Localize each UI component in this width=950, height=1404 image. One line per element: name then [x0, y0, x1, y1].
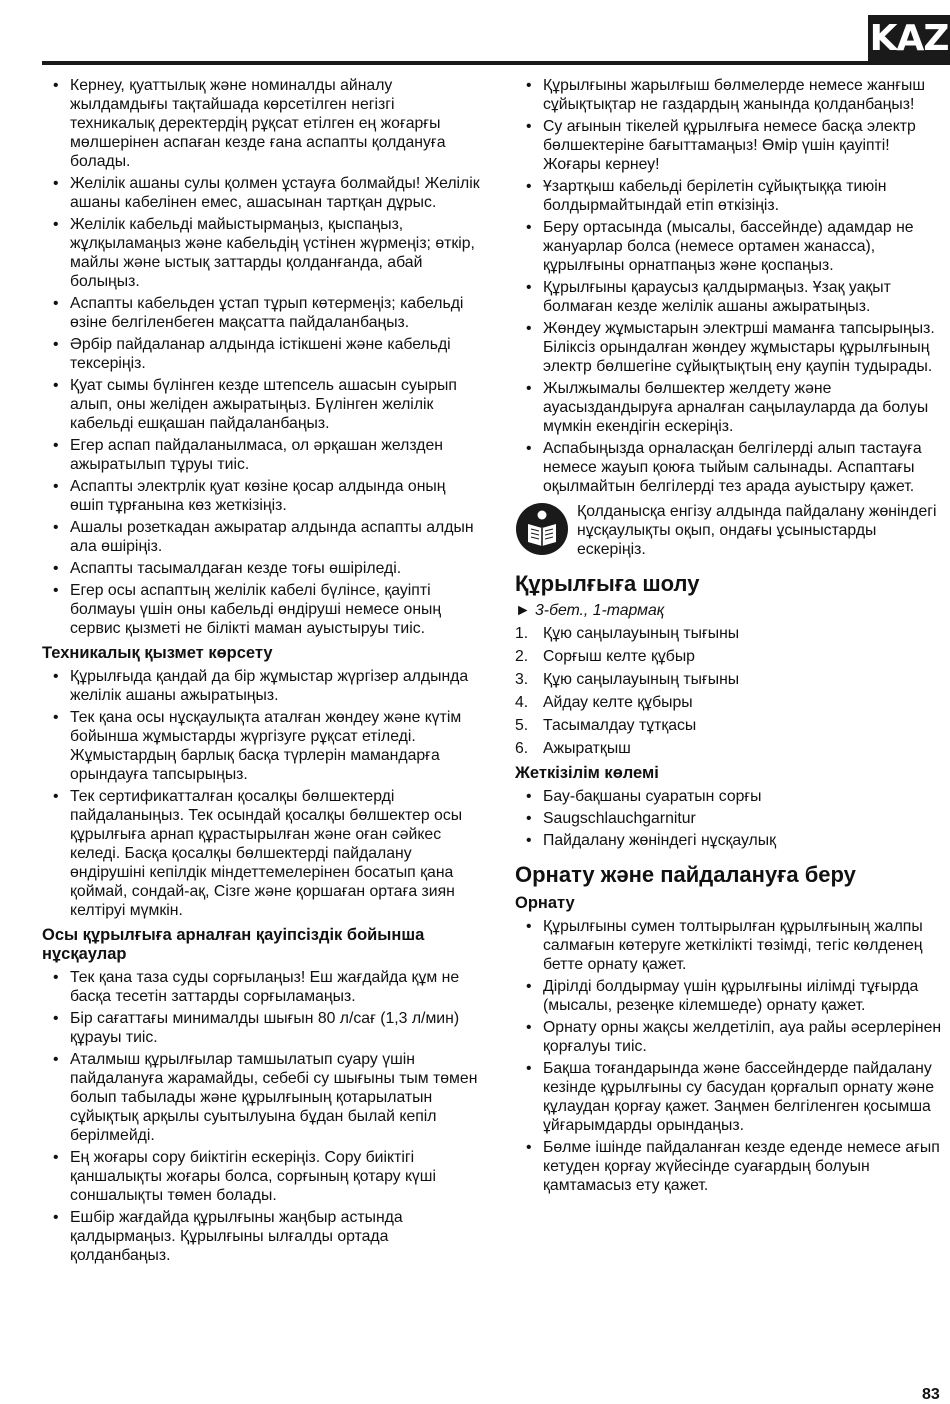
list-item: • Аспабыңызда орналасқан белгілерді алып тастауға немесе жауып қоюға тыйым салынады. Аспаптағы оқылмайтын белгілерді тез арада ауыстыру қажет.: [515, 439, 947, 496]
list-item: • Saugschlauchgarnitur: [515, 809, 947, 828]
list-item: • Желілік ашаны сулы қолмен ұстауға болмайды! Желілік ашаны кабелінен емес, ашасынан тартқан дұрыс.: [42, 174, 482, 212]
list-item: • Дірілді болдырмау үшін құрылғыны иілімді тұғырда (мысалы, резеңке кілемшеде) орнату қажет.: [515, 977, 947, 1015]
list-item: • Құрылғыда қандай да бір жұмыстар жүргізер алдында желілік ашаны ажыратыңыз.: [42, 667, 482, 705]
service-list: [42, 667, 482, 920]
page-number: 83: [922, 1386, 940, 1403]
list-item: • Егер осы аспаптың желілік кабелі бүлінсе, қауіпті болмауы үшін оны кабельді өндіруші немесе оның сервис қызметі не білікті маман ауыстыруы тиіс.: [42, 581, 482, 638]
list-item: • Әрбір пайдаланар алдында істікшені және кабельді тексеріңіз.: [42, 335, 482, 373]
list-item: • Бір сағаттағы минималды шығын 80 л/сағ (1,3 л/мин) құрауы тиіс.: [42, 1009, 482, 1047]
list-item: • Егер аспап пайдаланылмаса, ол әрқашан желзден ажыратылып тұруы тиіс.: [42, 436, 482, 474]
language-tab: KAZ: [868, 15, 950, 63]
overview-list: [515, 624, 947, 758]
list-item: • Құрылғыны жарылғыш бөлмелерде немесе жанғыш сұйықтықтар не газдардың жанында қолданбаңыз!: [515, 76, 947, 114]
overview-reference: ► 3-бет., 1-тармақ: [515, 602, 665, 619]
list-item: 2. Сорғыш келте құбыр: [515, 648, 695, 665]
list-item: 1. Құю саңылауының тығыны: [515, 625, 740, 642]
read-manual-note: [515, 502, 947, 559]
list-item: • Жылжымалы бөлшектер желдету және ауасыздандыруға арналған саңылауларда да болуы мүмкін екендігін ескеріңіз.: [515, 379, 947, 436]
list-item: • Аспапты электрлік қуат көзіне қосар алдында оның өшіп тұрғанына көз жеткізіңіз.: [42, 477, 482, 515]
install-heading: Орнату: [515, 894, 575, 912]
overview-heading: Құрылғыға шолу: [515, 571, 700, 596]
list-item: • Беру ортасында (мысалы, бассейнде) адамдар не жануарлар болса (немесе ортамен жанасса), құрылғыны орнатпаңыз және қоспаңыз.: [515, 218, 947, 275]
delivery-list: [515, 787, 947, 850]
list-item: • Су ағынын тікелей құрылғыға немесе басқа электр бөлшектеріне бағыттамаңыз! Өмір үшін қауіпті! Жоғары кернеу!: [515, 117, 947, 174]
list-item: • Тек қана осы нұсқаулықта аталған жөндеу және күтім бойынша жұмыстарды жүргізуге рұқсат етіледі. Жұмыстардың барлық басқа түрлерін мамандарға орындауға тапсырыңыз.: [42, 708, 482, 784]
list-item: • Желілік кабельді майыстырмаңыз, қыспаңыз, жұлқыламаңыз және кабельдің үстінен жүрмеңіз; өткір, майлы және ыстық заттарды қолданғанда, абай болыңыз.: [42, 215, 482, 291]
list-item: • Бау-бақшаны суаратын сорғы: [515, 787, 947, 806]
install-list: [515, 917, 947, 1195]
read-manual-icon: [515, 502, 569, 556]
header-rule: [42, 61, 950, 65]
right-column: [515, 76, 947, 1198]
list-item: • Құрылғыны сумен толтырылған құрылғының жалпы салмағын көтеруге жеткілікті төзімді, тегіс көлденең бетте орнату қажет.: [515, 917, 947, 974]
list-item: • Тек қана таза суды сорғылаңыз! Еш жағдайда құм не басқа тесетін заттарды сорғыламаңыз.: [42, 968, 482, 1006]
list-item: 6. Ажыратқыш: [515, 740, 631, 757]
list-item: • Кернеу, қуаттылық және номиналды айналу жылдамдығы тақтайшада көрсетілген негізгі техникалық деректердің рұқсат етілген ең жоғарғы мөлшерінен аспаған кезде ғана аспапты қолдануға болады.: [42, 76, 482, 171]
list-item: • Құрылғыны қараусыз қалдырмаңыз. Ұзақ уақыт болмаған кезде желілік ашаны ажыратыңыз.: [515, 278, 947, 316]
list-item: 5. Тасымалдау тұтқасы: [515, 717, 697, 734]
list-item: 3. Құю саңылауының тығыны: [515, 671, 740, 688]
list-item: • Ең жоғары сору биіктігін ескеріңіз. Сору биіктігі қаншалықты жоғары болса, сорғының қотару күші соншалықты төмен болады.: [42, 1148, 482, 1205]
list-item: 4. Айдау келте құбыры: [515, 694, 693, 711]
safety-heading: Осы құрылғыға арналған қауіпсіздік бойынша нұсқаулар: [42, 926, 425, 963]
list-item: • Аспапты кабельден ұстап тұрып көтермеңіз; кабельді өзіне белгіленбеген мақсатта пайдаланбаңыз.: [42, 294, 482, 332]
delivery-heading: Жеткізілім көлемі: [515, 764, 659, 782]
read-manual-text: Қолданысқа енгізу алдында пайдалану жөніндегі нұсқаулықты оқып, ондағы ұсыныстарды ескеріңіз.: [577, 503, 937, 558]
list-item: • Ұзартқыш кабельді берілетін сұйықтыққа тиюін болдырмайтындай етіп өткізіңіз.: [515, 177, 947, 215]
list-item: • Бөлме ішінде пайдаланған кезде еденде немесе ағып кетуден қорғау жүйесінде суағардың болуын қамтамасыз ету қажет.: [515, 1138, 947, 1195]
install-section-heading: Орнату және пайдалануға беру: [515, 862, 856, 887]
list-item: • Ашалы розеткадан ажыратар алдында аспапты алдын ала өшіріңіз.: [42, 518, 482, 556]
safety-list-device: [42, 968, 482, 1265]
list-item: • Аталмыш құрылғылар тамшылатып суару үшін пайдалануға жарамайды, себебі су шығыны тым төмен болып табылады және құрылғының қотарылатын сұйықтық арқылы суытылуына бұдан былай кепіл берілмейді.: [42, 1050, 482, 1145]
list-item: • Орнату орны жақсы желдетіліп, ауа райы әсерлерінен қорғалуы тиіс.: [515, 1018, 947, 1056]
safety-list-general: [42, 76, 482, 638]
list-item: • Бақша тоғандарында және бассейндерде пайдалану кезінде құрылғыны су басудан қорғалып орнату және құлаудан қорғау қажет. Заңмен белгіленген қосымша ұйғарымдарды орындаңыз.: [515, 1059, 947, 1135]
list-item: • Қуат сымы бүлінген кезде штепсель ашасын суырып алып, оны желіден ажыратыңыз. Бүлінген желілік кабельді ешқашан пайдаланбаңыз.: [42, 376, 482, 433]
safety-list-continued: [515, 76, 947, 496]
list-item: • Ешбір жағдайда құрылғыны жаңбыр астында қалдырмаңыз. Құрылғыны ылғалды ортада қолданбаңыз.: [42, 1208, 482, 1265]
list-item: • Аспапты тасымалдаған кезде тоғы өшіріледі.: [42, 559, 482, 578]
service-heading: Техникалық қызмет көрсету: [42, 644, 273, 662]
list-item: • Пайдалану жөніндегі нұсқаулық: [515, 831, 947, 850]
list-item: • Тек сертификатталған қосалқы бөлшектерді пайдаланыңыз. Тек осындай қосалқы бөлшектер осы құрылғыға арнап құрастырылған және оған сәйкес келеді. Басқа қосалқы бөлшектерді пайдалану өндірушіні кепілдік міндеттемелерінен босатып қана қоймай, сондай-ақ, Сізге және қоршаған ортаға зиян келтіруі мүмкін.: [42, 787, 482, 920]
left-column: [42, 76, 482, 1268]
list-item: • Жөндеу жұмыстарын электрші маманға тапсырыңыз. Біліксіз орындалған жөндеу жұмыстары құрылғының электр бөлшегіне сұйықтықтың ену қаупін тудырады.: [515, 319, 947, 376]
